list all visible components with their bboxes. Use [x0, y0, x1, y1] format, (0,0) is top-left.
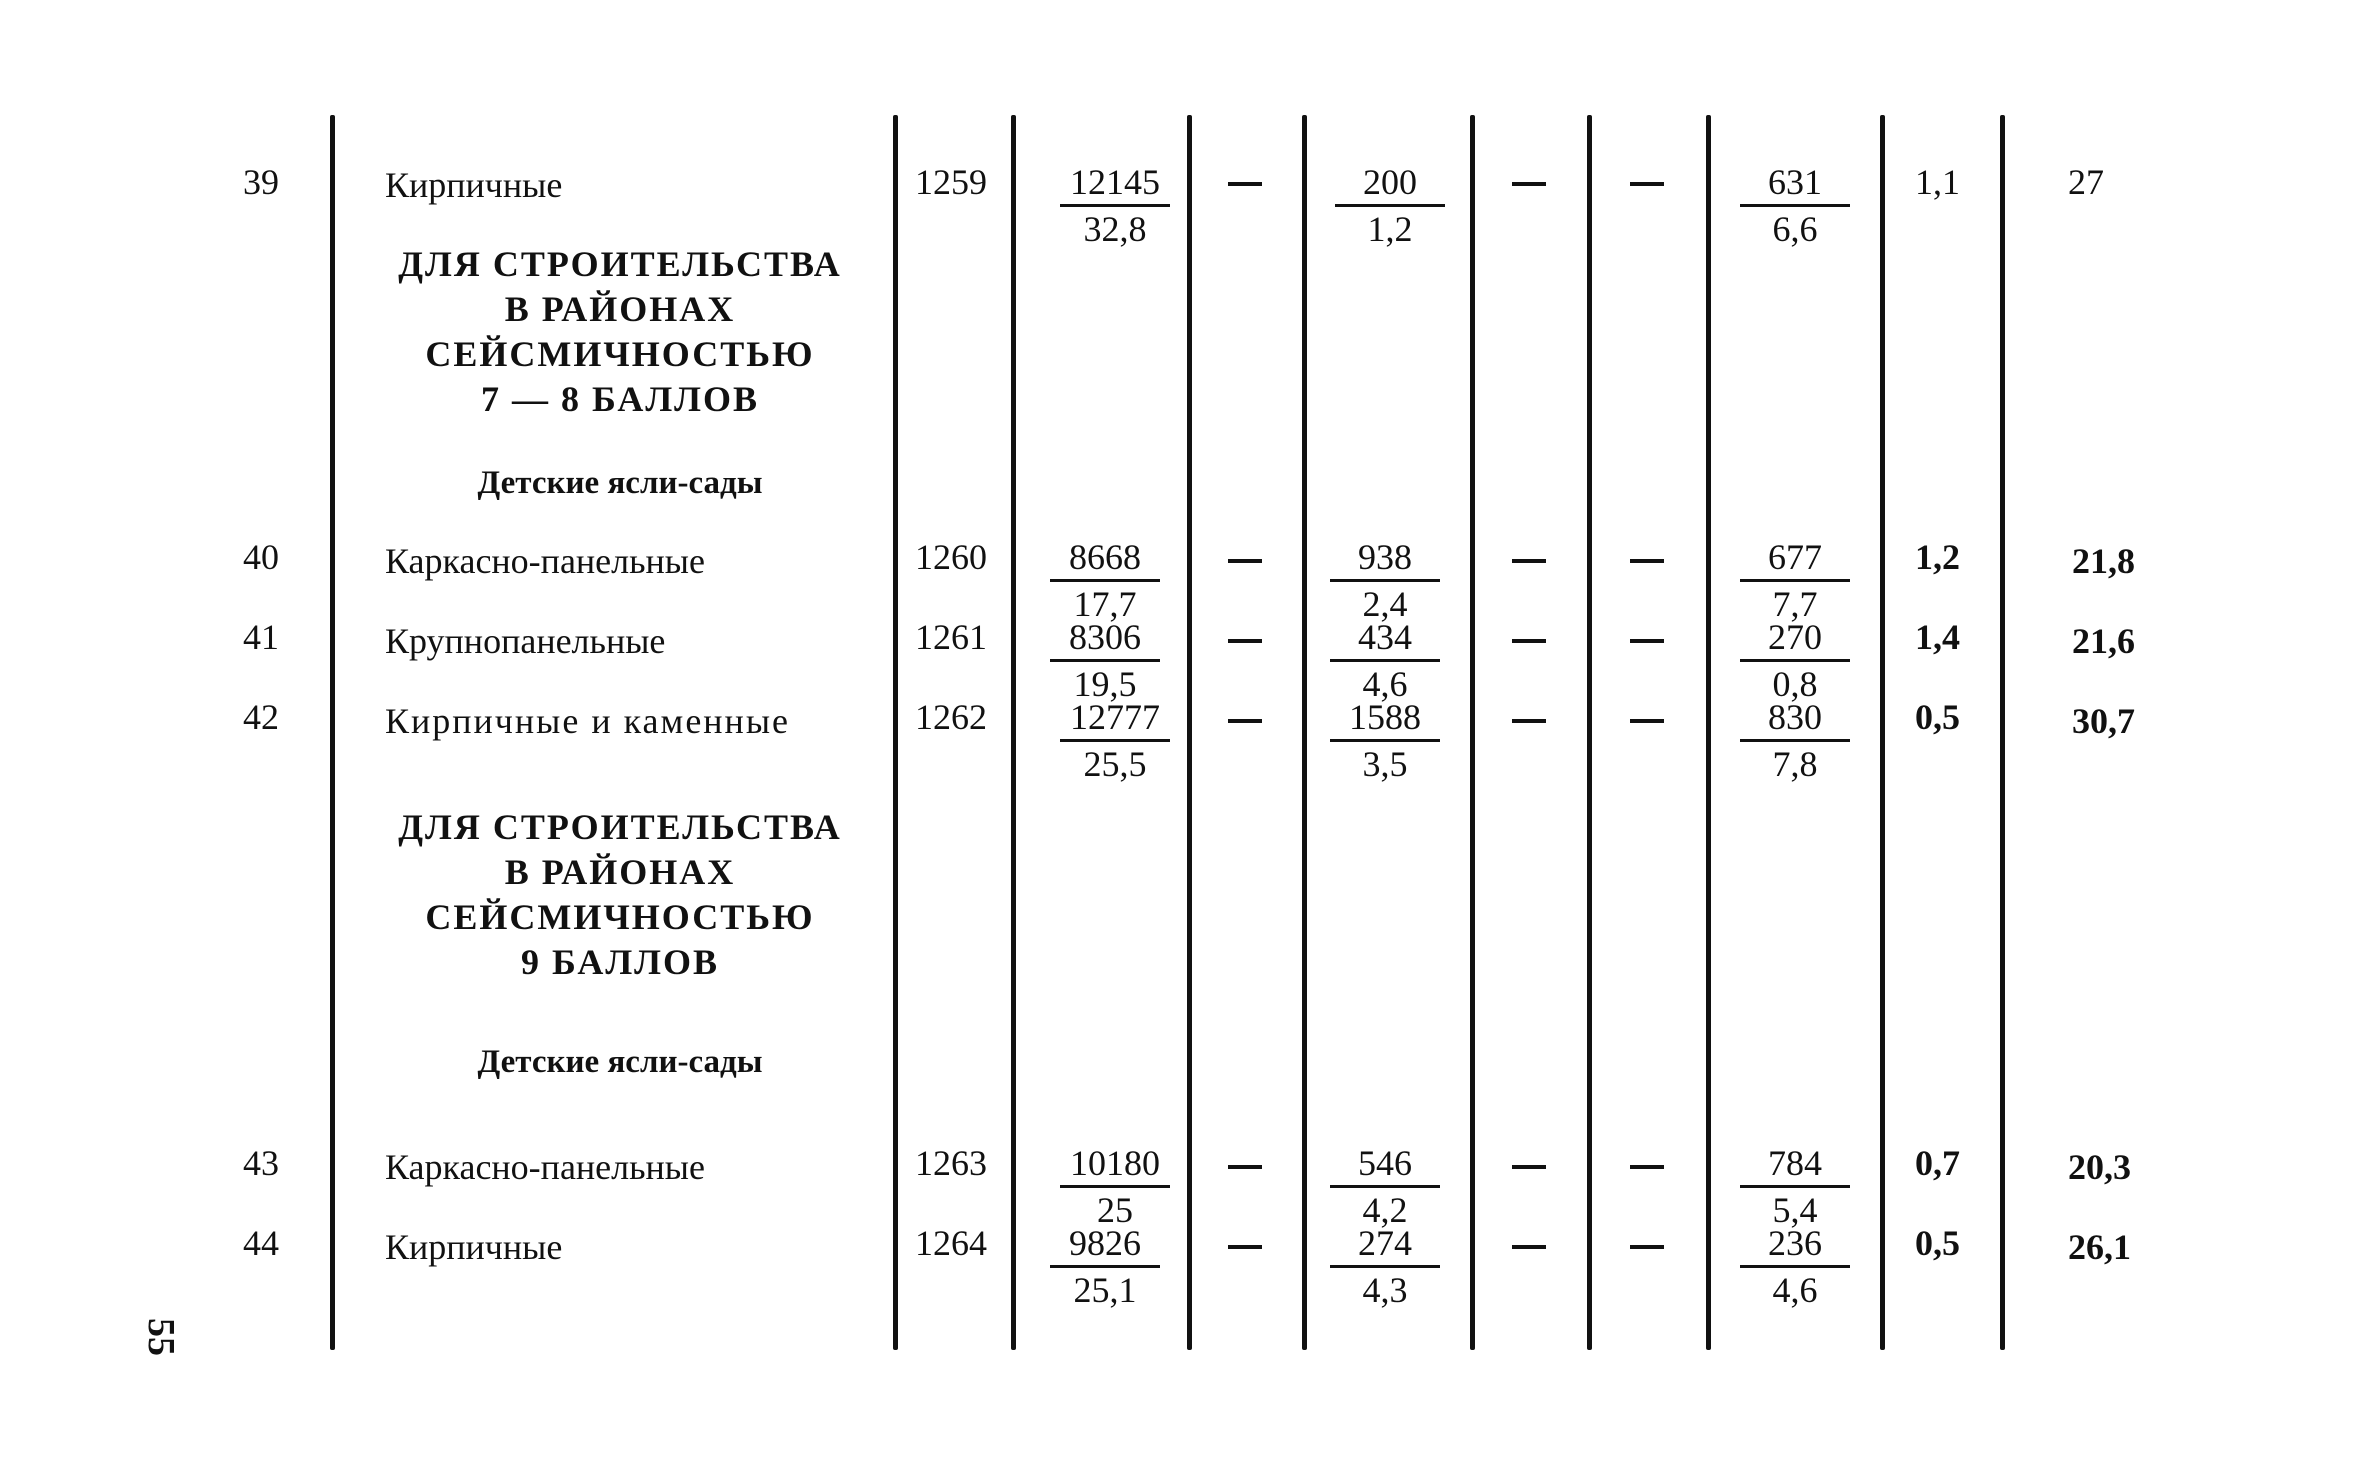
coefficient-value: 1,2 — [1915, 537, 1960, 577]
dash-mark — [1228, 639, 1262, 643]
column-rule — [330, 115, 335, 1350]
fraction-bottom: 3,5 — [1362, 744, 1408, 784]
fraction-cell — [1330, 1143, 1440, 1230]
dash-mark — [1228, 1165, 1262, 1169]
heading-line: В РАЙОНАХ — [504, 289, 736, 329]
fraction-top: 9826 — [1069, 1223, 1141, 1263]
fraction-top: 677 — [1768, 537, 1822, 577]
fraction-top: 546 — [1358, 1143, 1412, 1183]
heading-line: 9 БАЛЛОВ — [521, 942, 719, 982]
fraction-top: 10180 — [1070, 1143, 1160, 1183]
heading-line: СЕЙСМИЧНОСТЬЮ — [425, 897, 815, 937]
dash-mark — [1512, 182, 1546, 186]
fraction-rule — [1740, 659, 1850, 662]
dash-mark — [1630, 559, 1664, 563]
column-rule — [1187, 115, 1192, 1350]
fraction-top: 274 — [1358, 1223, 1412, 1263]
fraction-cell — [1330, 537, 1440, 624]
fraction-bottom: 25 — [1097, 1190, 1133, 1230]
fraction-rule — [1740, 739, 1850, 742]
total-value: 21,6 — [2072, 621, 2135, 661]
row-code: 1263 — [915, 1143, 987, 1183]
column-rule — [1470, 115, 1475, 1350]
fraction-cell — [1740, 1223, 1850, 1310]
column-rule — [1011, 115, 1016, 1350]
total-value: 20,3 — [2068, 1147, 2131, 1187]
fraction-cell — [1330, 1223, 1440, 1310]
fraction-cell — [1740, 697, 1850, 784]
dash-mark — [1228, 1245, 1262, 1249]
fraction-top: 631 — [1768, 162, 1822, 202]
dash-mark — [1512, 1165, 1546, 1169]
fraction-cell — [1740, 1143, 1850, 1230]
fraction-rule — [1740, 204, 1850, 207]
row-name: Каркасно-панельные — [385, 1147, 705, 1187]
row-code: 1264 — [915, 1223, 987, 1263]
row-name: Каркасно-панельные — [385, 541, 705, 581]
fraction-top: 784 — [1768, 1143, 1822, 1183]
column-rule — [1587, 115, 1592, 1350]
row-code: 1262 — [915, 697, 987, 737]
fraction-rule — [1740, 579, 1850, 582]
fraction-cell — [1050, 537, 1160, 624]
fraction-rule — [1050, 1265, 1160, 1268]
heading-line: ДЛЯ СТРОИТЕЛЬСТВА — [398, 807, 842, 847]
dash-mark — [1228, 559, 1262, 563]
page-number: 55 — [140, 1318, 182, 1356]
column-rule — [2000, 115, 2005, 1350]
fraction-cell — [1330, 697, 1440, 784]
row-number: 41 — [243, 617, 279, 657]
fraction-cell — [1050, 1223, 1160, 1310]
fraction-rule — [1330, 659, 1440, 662]
dash-mark — [1512, 559, 1546, 563]
fraction-rule — [1330, 739, 1440, 742]
fraction-bottom: 4,2 — [1362, 1190, 1408, 1230]
fraction-top: 270 — [1768, 617, 1822, 657]
row-number: 44 — [243, 1223, 279, 1263]
fraction-bottom: 7,8 — [1772, 744, 1818, 784]
dash-mark — [1630, 1245, 1664, 1249]
dash-mark — [1228, 719, 1262, 723]
dash-mark — [1512, 639, 1546, 643]
dash-mark — [1512, 719, 1546, 723]
dash-mark — [1630, 182, 1664, 186]
column-rule — [1302, 115, 1307, 1350]
fraction-top: 830 — [1768, 697, 1822, 737]
row-number: 39 — [243, 162, 279, 202]
heading-line: 7 — 8 БАЛЛОВ — [481, 379, 759, 419]
fraction-cell — [1060, 1143, 1170, 1230]
fraction-rule — [1050, 579, 1160, 582]
total-value: 27 — [2068, 162, 2104, 202]
fraction-top: 200 — [1363, 162, 1417, 202]
dash-mark — [1630, 719, 1664, 723]
fraction-top: 434 — [1358, 617, 1412, 657]
fraction-rule — [1050, 659, 1160, 662]
fraction-bottom: 32,8 — [1083, 209, 1147, 249]
fraction-bottom: 4,3 — [1362, 1270, 1408, 1310]
fraction-rule — [1335, 204, 1445, 207]
heading-line: ДЛЯ СТРОИТЕЛЬСТВА — [398, 244, 842, 284]
total-value: 30,7 — [2072, 701, 2135, 741]
dash-mark — [1228, 182, 1262, 186]
fraction-bottom: 2,4 — [1362, 584, 1408, 624]
fraction-rule — [1060, 1185, 1170, 1188]
row-number: 42 — [243, 697, 279, 737]
fraction-bottom: 5,4 — [1772, 1190, 1818, 1230]
fraction-rule — [1740, 1265, 1850, 1268]
fraction-rule — [1330, 1185, 1440, 1188]
fraction-bottom: 25,1 — [1073, 1270, 1137, 1310]
fraction-rule — [1330, 1265, 1440, 1268]
fraction-bottom: 19,5 — [1073, 664, 1137, 704]
section-heading — [340, 805, 900, 985]
fraction-cell — [1050, 617, 1160, 704]
fraction-top: 236 — [1768, 1223, 1822, 1263]
coefficient-value: 0,7 — [1915, 1143, 1960, 1183]
fraction-bottom: 4,6 — [1772, 1270, 1818, 1310]
section-subheading: Детские ясли-сады — [477, 1044, 763, 1080]
total-value: 26,1 — [2068, 1227, 2131, 1267]
coefficient-value: 0,5 — [1915, 697, 1960, 737]
heading-line: В РАЙОНАХ — [504, 852, 736, 892]
fraction-rule — [1330, 579, 1440, 582]
fraction-cell — [1335, 162, 1445, 249]
coefficient-value: 1,1 — [1915, 162, 1960, 202]
fraction-bottom: 0,8 — [1772, 664, 1818, 704]
fraction-top: 938 — [1358, 537, 1412, 577]
row-name: Кирпичные — [385, 1227, 563, 1267]
fraction-rule — [1060, 204, 1170, 207]
fraction-bottom: 1,2 — [1367, 209, 1413, 249]
row-code: 1261 — [915, 617, 987, 657]
dash-mark — [1630, 639, 1664, 643]
fraction-cell — [1330, 617, 1440, 704]
row-name: Крупнопанельные — [385, 621, 666, 661]
fraction-top: 8306 — [1069, 617, 1141, 657]
fraction-rule — [1060, 739, 1170, 742]
row-name: Кирпичные — [385, 165, 563, 205]
total-value: 21,8 — [2072, 541, 2135, 581]
row-code: 1260 — [915, 537, 987, 577]
row-number: 40 — [243, 537, 279, 577]
section-heading — [340, 242, 900, 422]
coefficient-value: 0,5 — [1915, 1223, 1960, 1263]
column-rule — [1706, 115, 1711, 1350]
fraction-cell — [1060, 162, 1170, 249]
fraction-bottom: 17,7 — [1073, 584, 1137, 624]
fraction-top: 12777 — [1070, 697, 1160, 737]
fraction-top: 1588 — [1349, 697, 1421, 737]
fraction-top: 12145 — [1070, 162, 1160, 202]
fraction-cell — [1740, 162, 1850, 249]
fraction-top: 8668 — [1069, 537, 1141, 577]
fraction-cell — [1740, 617, 1850, 704]
heading-line: СЕЙСМИЧНОСТЬЮ — [425, 334, 815, 374]
row-name: Кирпичные и каменные — [385, 701, 790, 741]
section-subheading: Детские ясли-сады — [477, 465, 763, 501]
dash-mark — [1630, 1165, 1664, 1169]
row-number: 43 — [243, 1143, 279, 1183]
coefficient-value: 1,4 — [1915, 617, 1960, 657]
fraction-cell — [1740, 537, 1850, 624]
column-rule — [1880, 115, 1885, 1350]
fraction-bottom: 25,5 — [1083, 744, 1147, 784]
fraction-cell — [1060, 697, 1170, 784]
fraction-rule — [1740, 1185, 1850, 1188]
dash-mark — [1512, 1245, 1546, 1249]
fraction-bottom: 4,6 — [1362, 664, 1408, 704]
row-code: 1259 — [915, 162, 987, 202]
fraction-bottom: 6,6 — [1772, 209, 1818, 249]
fraction-bottom: 7,7 — [1772, 584, 1818, 624]
